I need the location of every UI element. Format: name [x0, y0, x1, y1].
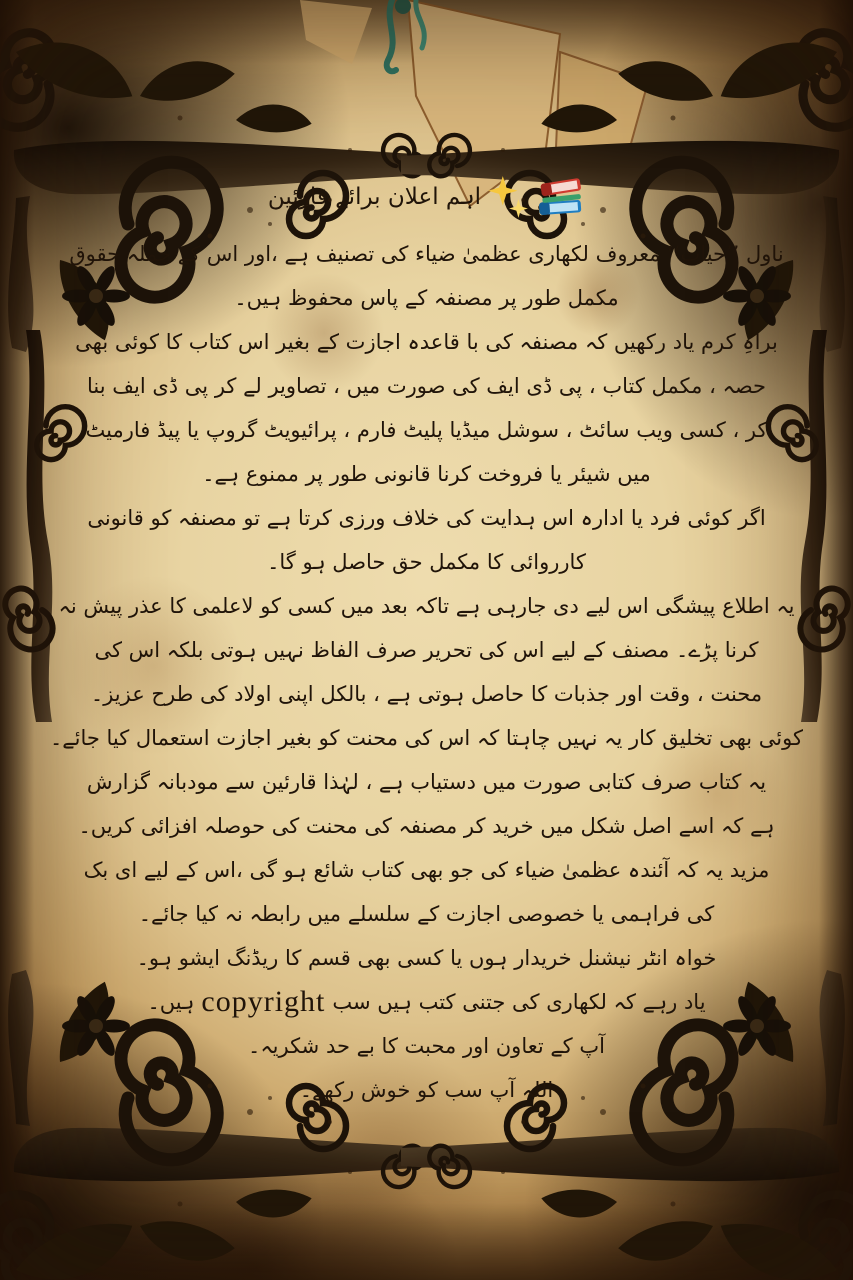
- text-line: کارروائی کا مکمل حق حاصل ہو گا۔: [267, 550, 586, 574]
- announcement-title: اہم اعلان برائے قارئین: [267, 184, 482, 210]
- text-line: کر ، کسی ویب سائٹ ، سوشل میڈیا پلیٹ فارم ، پرائیویٹ گروپ یا پیڈ فارمیٹ: [85, 418, 768, 442]
- text-line: کی فراہمی یا خصوصی اجازت کے سلسلے میں رابطہ نہ کیا جائے۔: [138, 902, 715, 926]
- text-line: مکمل طور پر مصنفہ کے پاس محفوظ ہیں۔: [234, 286, 619, 310]
- text-line: یہ کتاب صرف کتابی صورت میں دستیاب ہے ، لہٰذا قارئین سے مودبانہ گزارش: [86, 770, 767, 794]
- text-line: محنت ، وقت اور جذبات کا حاصل ہوتی ہے ، بالکل اپنی اولاد کی طرح عزیز۔: [90, 682, 763, 706]
- text-line: ناول ’’حیات‘‘ معروف لکھاری عظمیٰ ضیاء کی تصنیف ہے ،اور اس کے جملہ حقوق: [69, 242, 784, 266]
- announcement-header: [56, 168, 797, 226]
- copyright-line-pre: یاد رہے کہ لکھاری کی جتنی کتب ہیں سب: [332, 990, 706, 1014]
- text-line: میں شیئر یا فروخت کرنا قانونی طور پر ممنوع ہے۔: [202, 462, 651, 486]
- text-line: حصہ ، مکمل کتاب ، پی ڈی ایف کی صورت میں ، تصاویر لے کر پی ڈی ایف بنا: [86, 374, 767, 398]
- text-line: براہِ کرم یاد رکھیں کہ مصنفہ کی با قاعدہ اجازت کے بغیر اس کتاب کا کوئی بھی: [75, 330, 778, 354]
- text-line: مزید یہ کہ آئندہ عظمیٰ ضیاء کی جو بھی کتاب شائع ہو گی ،اس کے لیے ای بک: [83, 858, 770, 882]
- copyright-word: copyright: [201, 985, 326, 1018]
- text-line: خواہ انٹر نیشنل خریدار ہوں یا کسی بھی قسم کا ریڈنگ ایشو ہو۔: [136, 946, 717, 970]
- text-line: کوئی بھی تخلیق کار یہ نہیں چاہتا کہ اس کی محنت کو بغیر اجازت استعمال کیا جائے۔: [50, 726, 803, 750]
- copyright-line-post: ہیں۔: [147, 990, 195, 1014]
- books-icon: [535, 174, 585, 220]
- copyright-line: [56, 980, 797, 1024]
- sparkles-icon: [486, 174, 530, 220]
- text-line: کرنا پڑے۔ مصنف کے لیے اس کی تحریر صرف الفاظ نہیں ہوتی بلکہ اس کی: [94, 638, 759, 662]
- text-line: آپ کے تعاون اور محبت کا بے حد شکریہ۔: [248, 1034, 605, 1058]
- text-line: ہے کہ اسے اصل شکل میں خرید کر مصنفہ کی محنت کی حوصلہ افزائی کریں۔: [78, 814, 775, 838]
- announcement: [0, 168, 853, 1112]
- text-line: اللہ آپ سب کو خوش رکھے۔: [299, 1078, 554, 1102]
- text-line: اگر کوئی فرد یا ادارہ اس ہدایت کی خلاف ورزی کرتا ہے تو مصنفہ کو قانونی: [87, 506, 766, 530]
- text-line: یہ اطلاع پیشگی اس لیے دی جارہی ہے تاکہ بعد میں کسی کو لاعلمی کا عذر پیش نہ: [58, 594, 795, 618]
